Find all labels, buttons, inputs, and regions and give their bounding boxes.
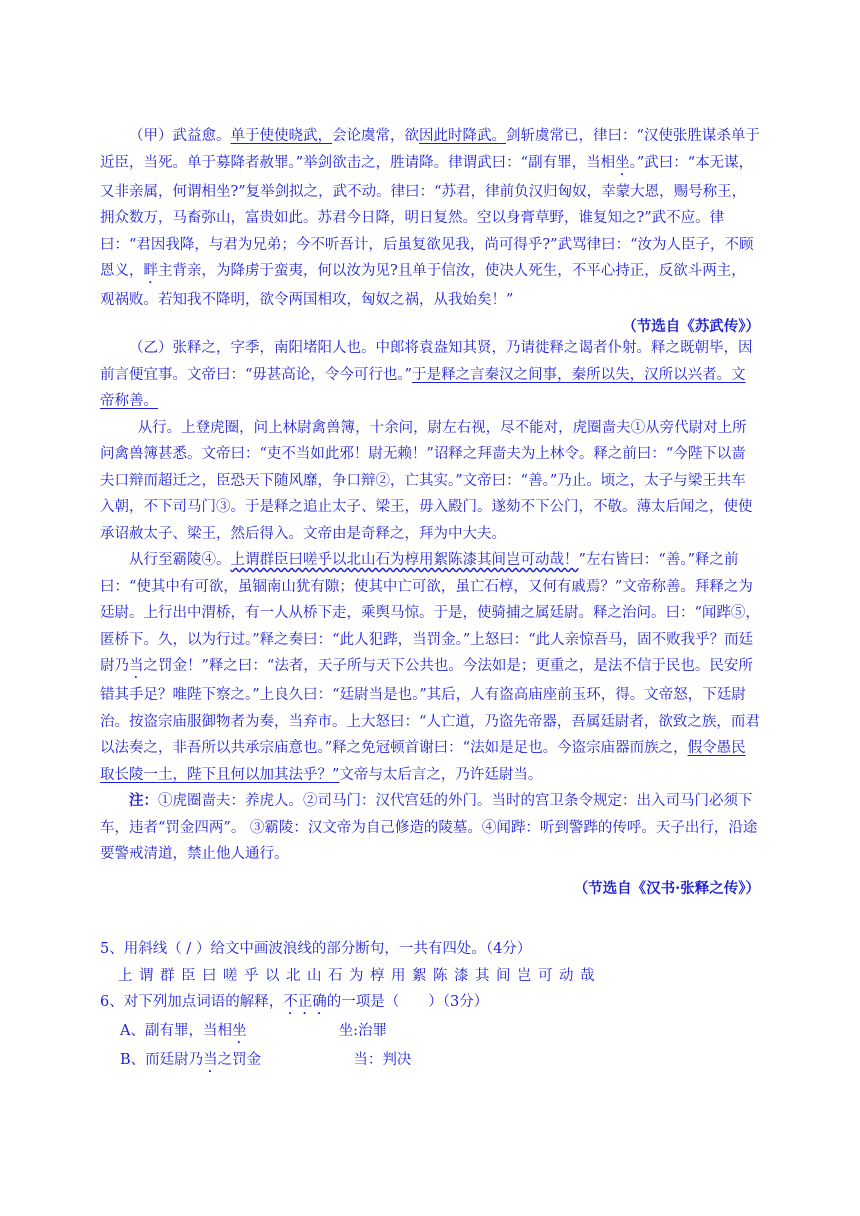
text: 会论虞常，欲 [332,128,419,144]
text: 坐:治罪 [246,1023,388,1039]
option-b [100,1047,760,1076]
underlined-text: 单于使使晓武， [230,128,332,144]
underlined-text: 于是释之言秦汉之间事，秦所以失，汉所以兴者。文帝称善。 [100,366,746,409]
paragraph-yi-1 [100,335,760,415]
text: 的一项是（ ）（3分） [326,994,489,1010]
text: 之罚金！”释之曰：“法者，天子所与天下公共也。今法如是；更重之，是法不信于民也。民安所错其手足？唯陛下察之。”上良久曰：“廷尉当是也。”其后，人有盗高庙座前玉环，得。文帝怒，下廷尉治。按盗宗庙服御物者为奏，当弃市。上大怒曰：“人亡道，乃盗先帝器，吾属廷尉者，欲致之族，而君以法奏之，非吾所以共承宗庙意也。”释之免冠顿首谢曰：“法如是足也。今盗宗庙器而族之， [100,658,760,756]
text: 从行至霸陵④。 [129,552,231,568]
text: 文帝与太后言之，乃许廷尉当。 [339,766,543,783]
passage-yi [100,335,760,902]
paragraph-jia [100,123,760,314]
text: 之罚金 当：判决 [217,1052,412,1068]
wavy-underlined-text: 上谓群臣曰嗟乎以北山石为椁用絮陈漆其间岂可动哉！ [230,552,579,568]
source-yi: （节选自《汉书·张释之传》） [573,879,760,897]
paragraph-yi-3 [100,547,760,788]
source-jia: （节选自《苏武传》） [622,317,760,335]
dotted-word: 不正确 [283,994,327,1010]
text: B、而廷尉乃 [120,1052,204,1068]
question-5: 5、用斜线（ / ）给文中画波浪线的部分断句，一共有四处。（4分） [100,941,532,957]
dotted-word: 畔 [143,263,158,279]
text: 主背亲，为降虏于蛮夷，何以汝为见?且单于信汝，使决人死生，不平心持正，反欲斗两主，观祸败。若知我不降明，欲令两国相攻，匈奴之祸，从我始矣！” [100,263,746,308]
question-5-text: 上谓群臣曰嗟乎以北山石为椁用絮陈漆其间岂可动哉 [118,967,601,984]
note-text: ①虎圈啬夫：养虎人。②司马门：汉代宫廷的外门。当时的宫卫条令规定：出入司马门必须下车，违者“罚金四两”。 ③霸陵：汉文帝为自己修造的陵墓。④闻跸：听到警跸的传呼。天子出行，沿途要警戒清道，禁止他人通行。 [100,793,758,862]
dotted-word: 坐 [231,1023,247,1039]
text: 6、对下列加点词语的解释， [100,994,284,1010]
questions [100,936,760,1076]
notes [100,788,760,868]
text: ”左右皆曰：“善。”释之前曰：“使其中有可欲，虽锢南山犹有隙；使其中亡可欲，虽亡石椁，又何有戚焉？”文帝称善。拜释之为廷尉。上行出中渭桥，有一人从桥下走，乘舆马惊。于是，使骑捕之属廷尉。释之治问。曰：“闻跸⑤，匿桥下。久，以为行过。”释之奏曰：“此人犯跸，当罚金。”上怒曰：“此人亲惊吾马，固不败我乎？而廷尉乃 [100,552,760,674]
underlined-text: 假令愚民取长陵一土，陛下且何以加其法乎？” [100,740,746,783]
dotted-word: 当 [129,658,144,674]
underlined-text: 因此时降武。 [419,128,506,144]
text: 。”武曰：“本无谋，又非亲属，何谓相坐?”复举剑拟之，武不动。律曰：“苏君，律前负汉归匈奴，幸蒙大恩，赐号称王，拥众数万，马畜弥山，富贵如此。苏君今日降，明日复然。空以身膏草野，谁复知之?”武不应。律曰：“君因我降，与君为兄弟；今不听吾计，后虽复欲见我，尚可得乎?”武骂律曰：“汝为人臣子，不顾恩义， [100,154,754,279]
option-a [100,1018,760,1047]
text: （甲）武益愈。 [129,128,231,144]
text: A、副有罪，当相 [120,1023,232,1039]
text: （乙）张释之，字季，南阳堵阳人也。中郎将袁盎知其贤，乃请徙释之谒者仆射。释之既朝毕，因前言便宜事。文帝曰：“毋甚高论，令今可行也。” [100,340,753,383]
text: 剑斩虞常已，律曰：“汉使张胜谋杀单于近臣，当死。单于募降者赦罪。”举剑欲击之，胜请降。律谓武曰：“副有罪，当相 [100,128,760,171]
paragraph-yi-2: 从行。上登虎圈，问上林尉禽兽簿，十余问，尉左右视，尽不能对，虎圈啬夫①从旁代尉对上所问禽兽簿甚悉。文帝曰：“吏不当如此邪！尉无赖！”诏释之拜啬夫为上林令。释之前曰：“今陛下以啬夫口辩而超迁之，臣恐天下随风靡，争口辩②，亡其实。”文帝曰：“善。”乃止。顷之，太子与梁王共车入朝，不下司马门③。于是释之追止太子、梁王，毋入殿门。遂劾不下公门，不敬。薄太后闻之，使使承诏赦太子、梁王，然后得入。文帝由是奇释之，拜为中大夫。 [100,419,753,542]
dotted-word: 当 [203,1052,218,1068]
passage-jia [100,123,760,340]
note-label: 注： [129,792,158,809]
question-6 [100,989,760,1018]
dotted-word: 坐 [615,154,630,171]
